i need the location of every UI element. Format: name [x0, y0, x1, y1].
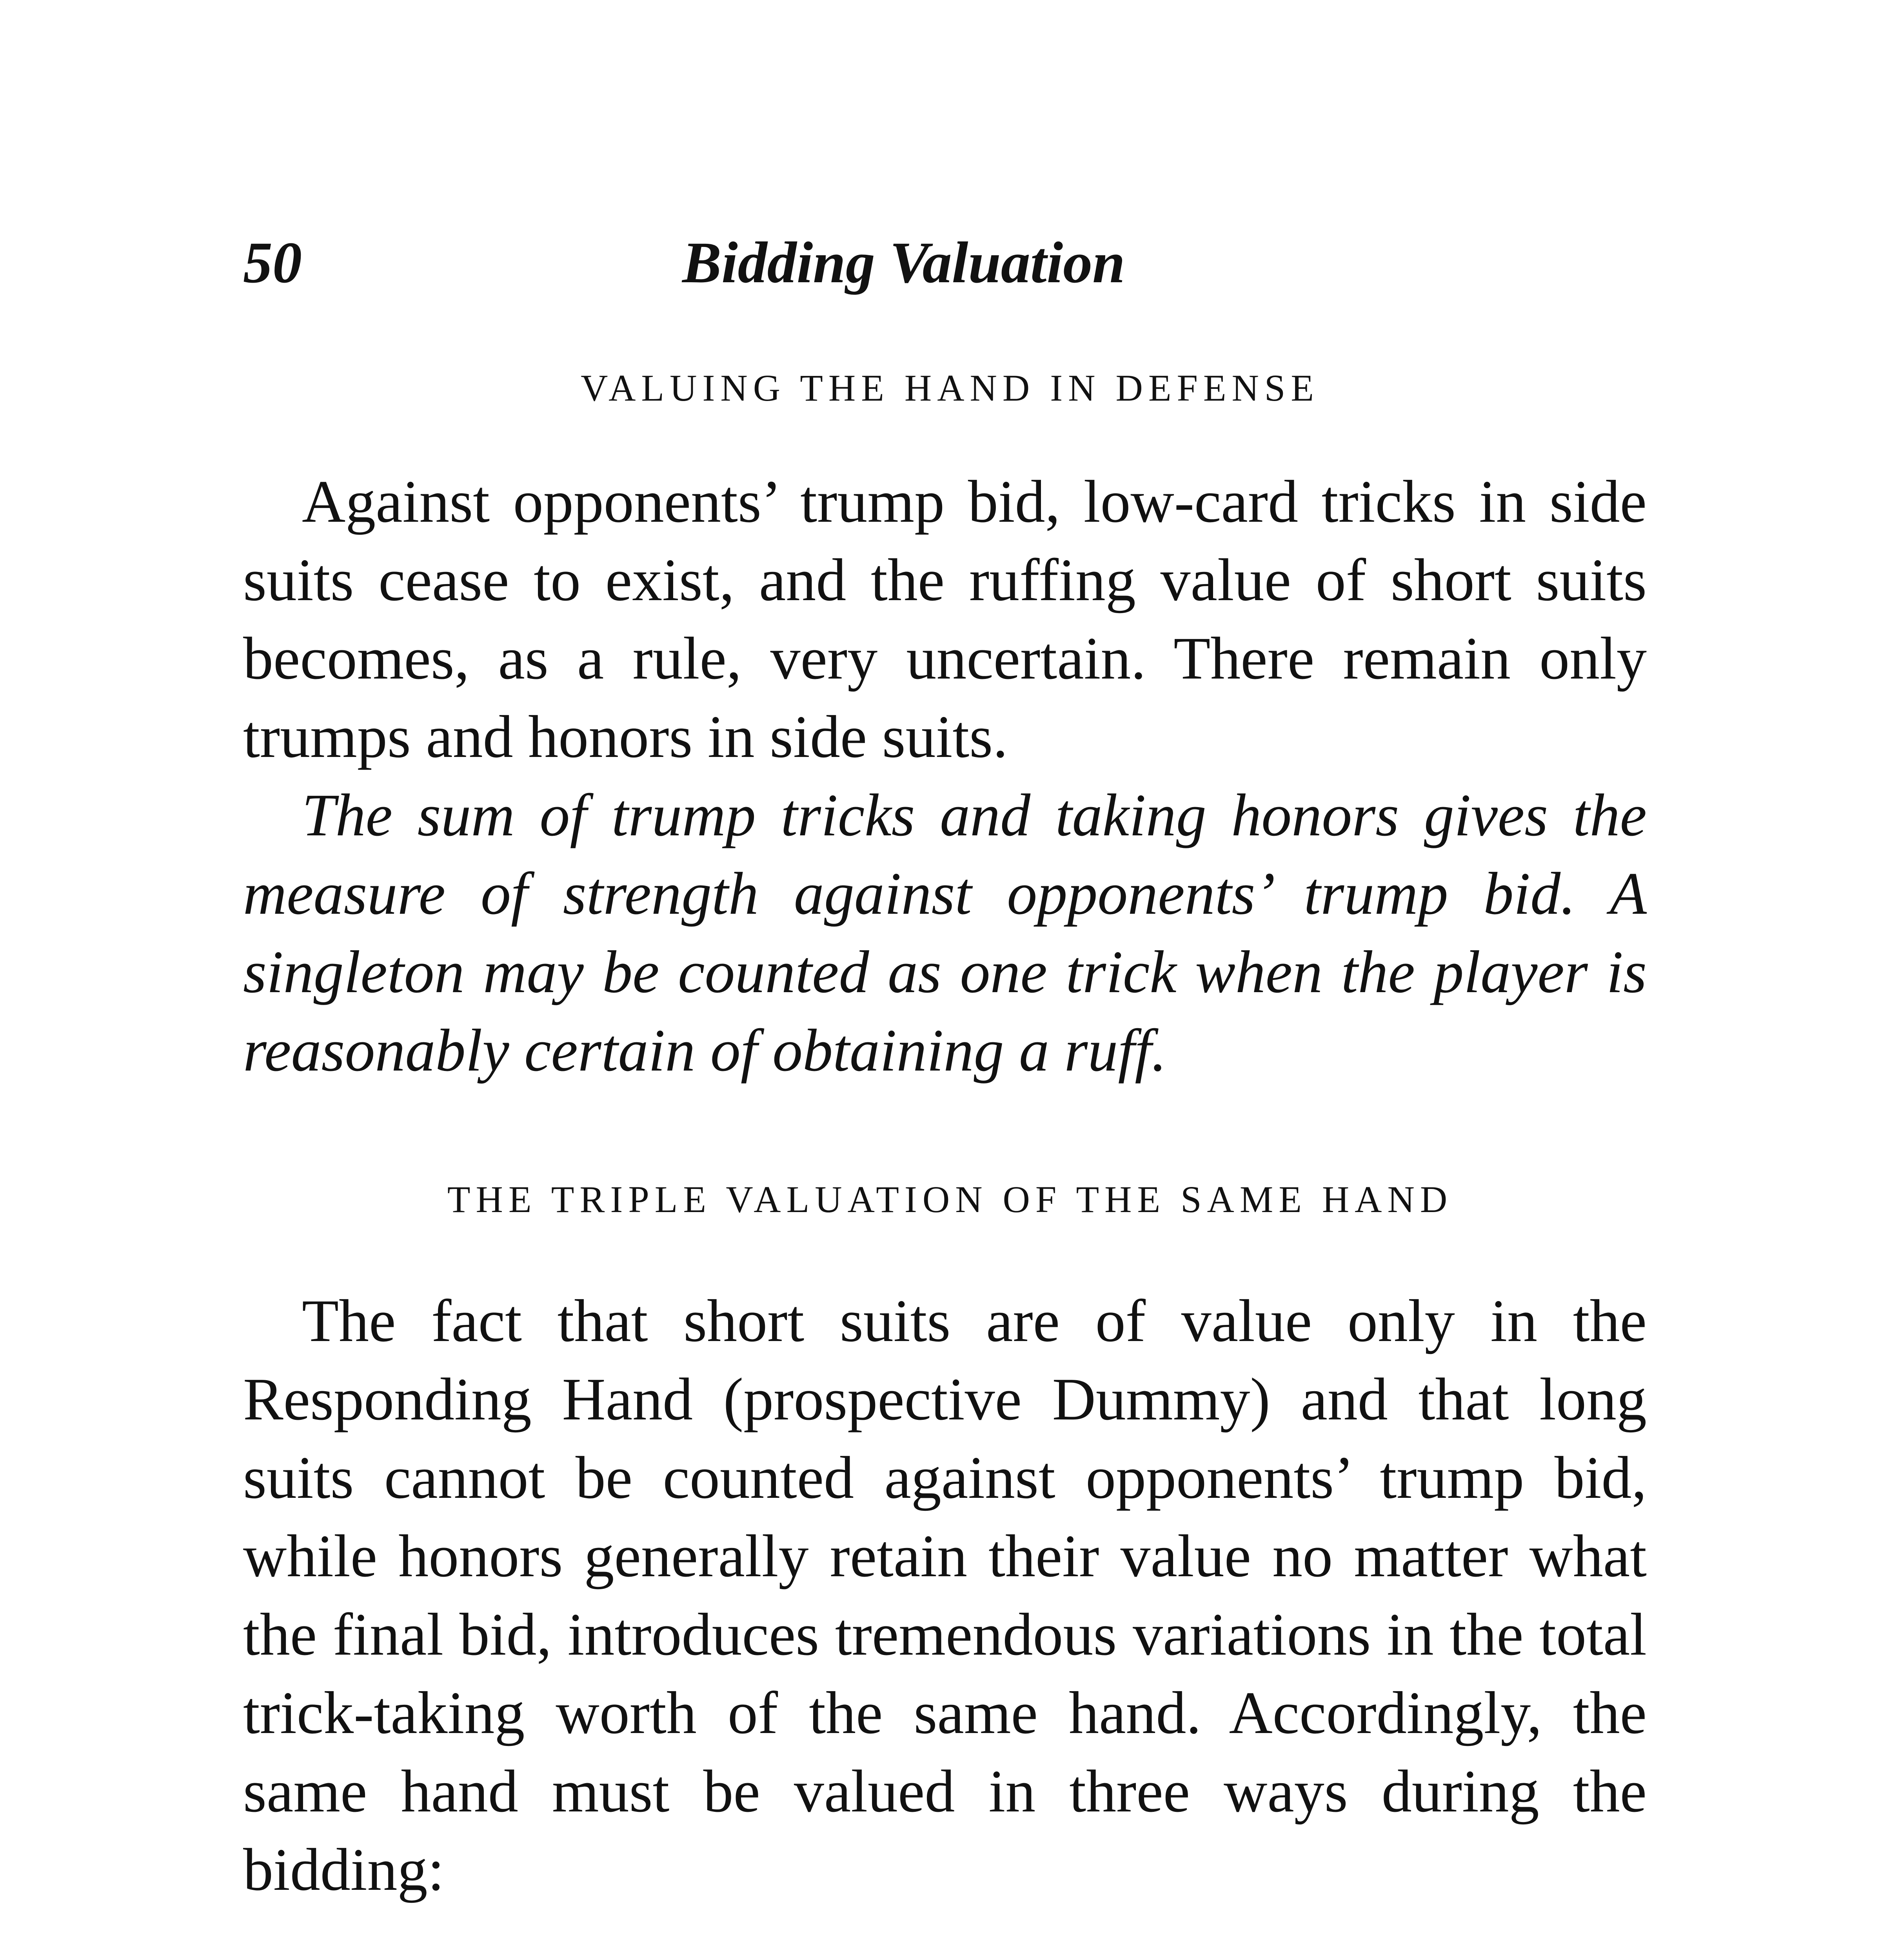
- triple-valuation-text: [243, 1282, 1647, 1909]
- triple-valuation-paragraph: The fact that short suits are of value only in the Responding Hand (prospective Dummy) and that long suits cannot be counted against opponents’ trump bid, while honors generally retain their value no matter what the final bid, introduces tremendous variations in the total trick-taking worth of the same hand. Accordingly, the same hand must be valued in three ways during the bidding:: [243, 1288, 1647, 1903]
- defense-section-text: [243, 463, 1647, 1090]
- running-head: [0, 220, 1900, 314]
- defense-rule-italic: The sum of trump tricks and taking honors gives the measure of strength against opponents’ trump bid. A singleton may be counted as one trick when the player is reasonably certain of obtaining a ruff.: [243, 782, 1647, 1084]
- book-title: Bidding Valuation: [682, 230, 1125, 295]
- defense-paragraph: Against opponents’ trump bid, low-card tricks in side suits cease to exist, and the ruffing value of short suits becomes, as a rule, very uncertain. There remain only trumps and honors in side suits.: [243, 468, 1647, 770]
- section-heading-triple-valuation: THE TRIPLE VALUATION OF THE SAME HAND: [447, 1178, 1453, 1220]
- defense-rule-paragraph: [243, 776, 1647, 1090]
- section-heading-defense: VALUING THE HAND IN DEFENSE: [581, 367, 1319, 409]
- page-number: 50: [243, 230, 302, 295]
